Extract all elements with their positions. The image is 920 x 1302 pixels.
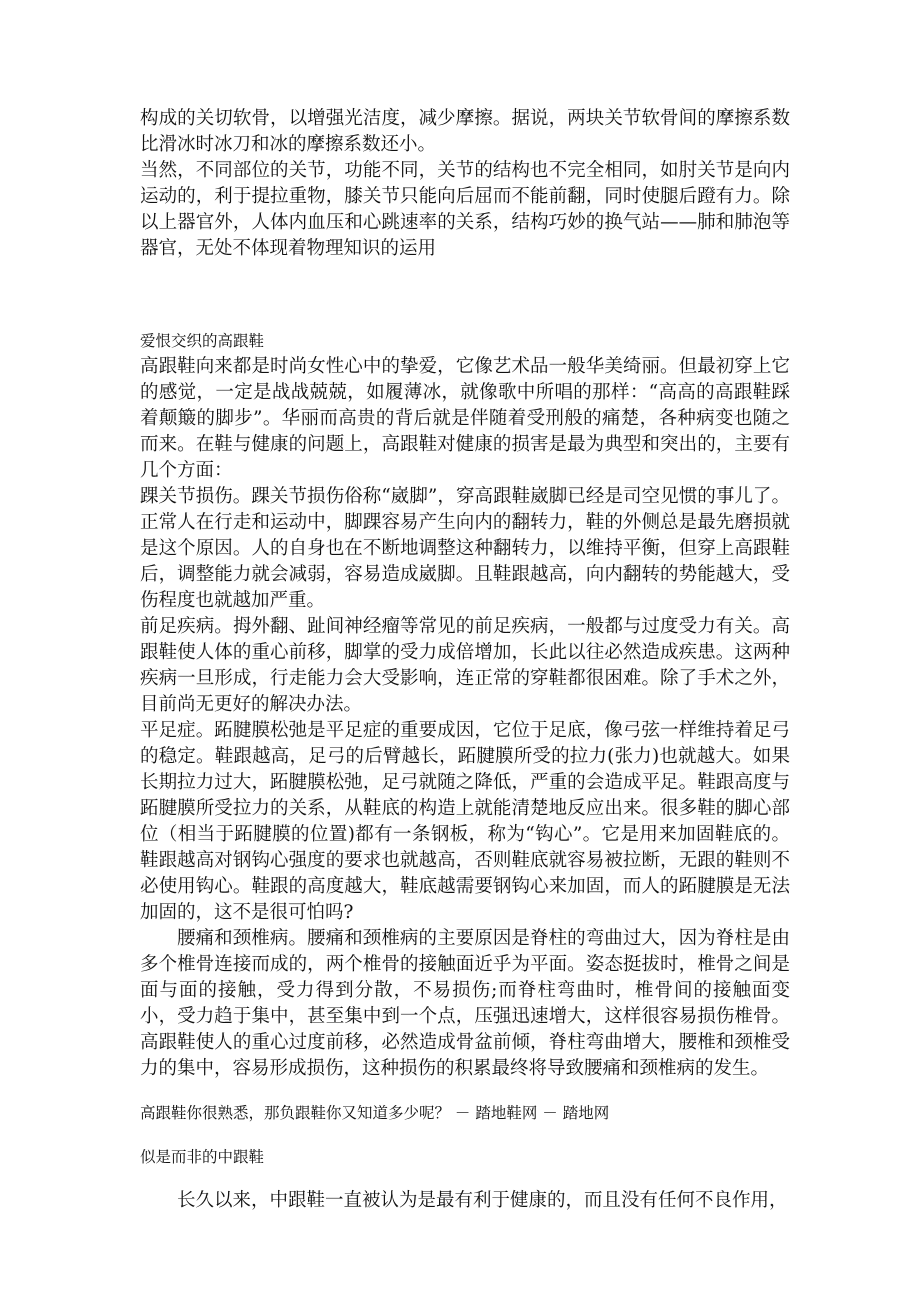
spacer — [140, 262, 790, 328]
document-body — [140, 106, 790, 1214]
paragraph-flatfoot: 平足症。跖腱膜松弛是平足症的重要成因，它位于足底，像弓弦一样维持着足弓的稳定。鞋跟越高，足弓的后臂越长，跖腱膜所受的拉力(张力)也就越大。如果长期拉力过大，跖腱膜松弛，足弓就随之降低，严重的会造成平足。鞋跟高度与跖腱膜所受拉力的关系，从鞋底的构造上就能清楚地反应出来。很多鞋的脚心部位（相当于跖腱膜的位置)都有一条钢板，称为“钩心”。它是用来加固鞋底的。鞋跟越高对钢钩心强度的要求也就越高，否则鞋底就容易被拉断，无跟的鞋则不必使用钩心。鞋跟的高度越大，鞋底越需要钢钩心来加固，而人的跖腱膜是无法加固的，这不是很可怕吗? — [140, 720, 790, 923]
spacer — [140, 1170, 790, 1188]
paragraph-high-heels-intro: 高跟鞋向来都是时尚女性心中的挚爱，它像艺术品一般华美绮丽。但最初穿上它的感觉，一定是战战兢兢，如履薄冰，就像歌中所唱的那样：“高高的高跟鞋踩着颠簸的脚步”。华丽而高贵的背后就是伴随着受刑般的痛楚，各种病变也随之而来。在鞋与健康的问题上，高跟鞋对健康的损害是最为典型和突出的，主要有几个方面： — [140, 356, 790, 481]
paragraph-cartilage: 构成的关切软骨，以增强光洁度，减少摩擦。据说，两块关节软骨间的摩擦系数比滑冰时冰刀和冰的摩擦系数还小。 — [140, 108, 790, 155]
section-title-high-heels: 爱恨交织的高跟鞋 — [140, 332, 265, 350]
paragraph-forefoot-disease: 前足疾病。拇外翻、趾间神经瘤等常见的前足疾病，一般都与过度受力有关。高跟鞋使人体的重心前移，脚掌的受力成倍增加，长此以往必然造成疾患。这两种疾病一旦形成，行走能力会大受影响，连正常的穿鞋都很困难。除了手术之外，目前尚无更好的解决办法。 — [140, 616, 790, 715]
paragraph-back-pain: 腰痛和颈椎病。腰痛和颈椎病的主要原因是脊柱的弯曲过大，因为脊柱是由多个椎骨连接而成的，两个椎骨的接触面近乎为平面。姿态挺拔时，椎骨之间是面与面的接触，受力得到分散，不易损伤;而脊柱弯曲时，椎骨间的接触面变小，受力趋于集中，甚至集中到一个点，压强迅速增大，这样很容易损伤椎骨。高跟鞋使人的重心过度前移，必然造成骨盆前倾，脊柱弯曲增大，腰椎和颈椎受力的集中，容易形成损伤，这种损伤的积累最终将导致腰痛和颈椎病的发生。 — [140, 928, 790, 1079]
paragraph-ankle-injury: 踝关节损伤。踝关节损伤俗称“崴脚”，穿高跟鞋崴脚已经是司空见惯的事儿了。正常人在行走和运动中，脚踝容易产生向内的翻转力，鞋的外侧总是最先磨损就是这个原因。人的自身也在不断地调整这种翻转力，以维持平衡，但穿上高跟鞋后，调整能力就会减弱，容易造成崴脚。且鞋跟越高，向内翻转的势能越大，受伤程度也就越加严重。 — [140, 486, 790, 611]
paragraph-mid-heels-intro: 长久以来，中跟鞋一直被认为是最有利于健康的，而且没有任何不良作用， — [177, 1190, 788, 1211]
paragraph-joints: 当然，不同部位的关节，功能不同，关节的结构也不完全相同，如肘关节是向内运动的，利于提拉重物，膝关节只能向后屈而不能前翻，同时使腿后蹬有力。除以上器官外，人体内血压和心跳速率的关系，结构巧妙的换气站——肺和肺泡等器官，无处不体现着物理知识的运用 — [140, 160, 790, 259]
spacer — [140, 1126, 790, 1144]
section-title-mid-heels: 似是而非的中跟鞋 — [140, 1148, 265, 1166]
spacer — [140, 1082, 790, 1100]
link-negative-heel-shoes: 高跟鞋你很熟悉，那负跟鞋你又知道多少呢？ － 踏地鞋网 － 踏地网 — [140, 1104, 610, 1122]
